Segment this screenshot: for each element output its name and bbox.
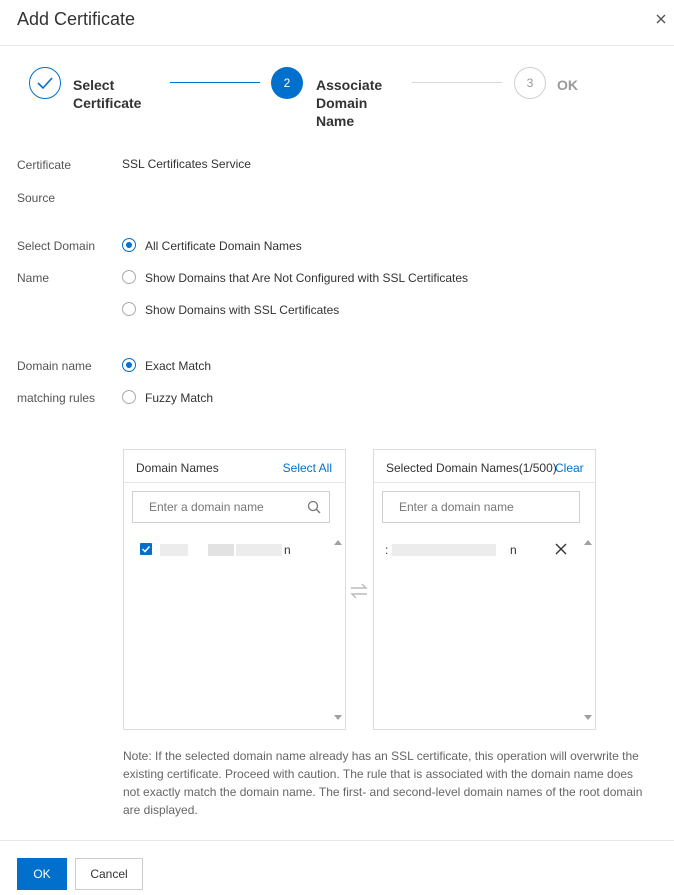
step-3-label: OK [557, 77, 578, 93]
overwrite-note: Note: If the selected domain name already has an SSL certificate, this operation will overwrite the existing certificate. Proceed with caution. The rule that is associated with the domain name does not exactly match the domain name. The first- and second-level domain names of the root domain are displayed. [123, 749, 643, 817]
radio-all-domains[interactable] [122, 238, 136, 252]
radio-all-domains-label[interactable]: All Certificate Domain Names [145, 239, 302, 253]
search-icon[interactable] [307, 500, 321, 514]
cancel-button[interactable]: Cancel [75, 858, 143, 890]
domain-search-box [132, 491, 330, 523]
panel-title: Domain Names [136, 461, 219, 475]
selected-item-text: n [510, 543, 517, 557]
clear-link[interactable]: Clear [555, 461, 584, 475]
scroll-up-icon[interactable] [334, 540, 342, 545]
certificate-source-label-2: Source [17, 191, 56, 205]
dialog-title: Add Certificate [17, 9, 136, 29]
remove-icon[interactable] [554, 542, 568, 556]
radio-fuzzy-match[interactable] [122, 390, 136, 404]
radio-exact-match[interactable] [122, 358, 136, 372]
dialog-footer [0, 840, 674, 895]
radio-fuzzy-match-label[interactable]: Fuzzy Match [145, 391, 214, 405]
scrollbar[interactable] [583, 538, 593, 724]
radio-exact-match-label[interactable]: Exact Match [145, 359, 212, 373]
panel-header [374, 450, 595, 483]
close-icon[interactable] [652, 10, 672, 30]
selected-search-input[interactable] [383, 492, 579, 522]
matching-rules-label-1: Domain name [17, 359, 92, 373]
step-connector-1 [170, 82, 260, 83]
domain-item-checkbox[interactable] [140, 543, 152, 555]
step-connector-2 [412, 82, 502, 83]
masked-domain-part [208, 544, 234, 556]
masked-domain-part [236, 544, 282, 556]
step-1-label: Select Certificate [73, 77, 142, 111]
select-domain-label-1: Select Domain [17, 239, 96, 253]
panel-header [124, 450, 345, 483]
scroll-up-icon[interactable] [584, 540, 592, 545]
select-domain-label-2: Name [17, 271, 50, 285]
domain-search-input[interactable] [133, 492, 329, 522]
masked-domain-part [160, 544, 188, 556]
selected-item-text-head: : [385, 543, 389, 557]
dialog-header [0, 0, 674, 46]
selected-domains-panel [373, 449, 596, 730]
select-all-link[interactable]: Select All [282, 461, 332, 475]
scrollbar[interactable] [333, 538, 343, 724]
radio-not-configured-label[interactable]: Show Domains that Are Not Configured with SSL Certificates [145, 271, 469, 285]
available-domains-panel [123, 449, 346, 730]
step-3-number: 3 [514, 67, 546, 99]
scroll-down-icon[interactable] [334, 715, 342, 720]
certificate-source-value: SSL Certificates Service [122, 157, 251, 171]
step-2-label: Associate Domain Name [316, 77, 383, 129]
masked-domain-part [392, 544, 496, 556]
domain-item-text: n [284, 543, 291, 557]
radio-not-configured[interactable] [122, 270, 136, 284]
radio-with-ssl[interactable] [122, 302, 136, 316]
step-2-number: 2 [271, 67, 303, 99]
scroll-down-icon[interactable] [584, 715, 592, 720]
ok-button[interactable]: OK [17, 858, 67, 890]
radio-with-ssl-label[interactable]: Show Domains with SSL Certificates [145, 303, 340, 317]
matching-rules-label-2: matching rules [17, 391, 96, 405]
panel-title: Selected Domain Names(1/500) [386, 461, 557, 475]
transfer-arrows-icon [349, 582, 369, 600]
selected-search-box [382, 491, 580, 523]
certificate-source-label-1: Certificate [17, 158, 72, 172]
step-1-check-icon [29, 67, 61, 99]
